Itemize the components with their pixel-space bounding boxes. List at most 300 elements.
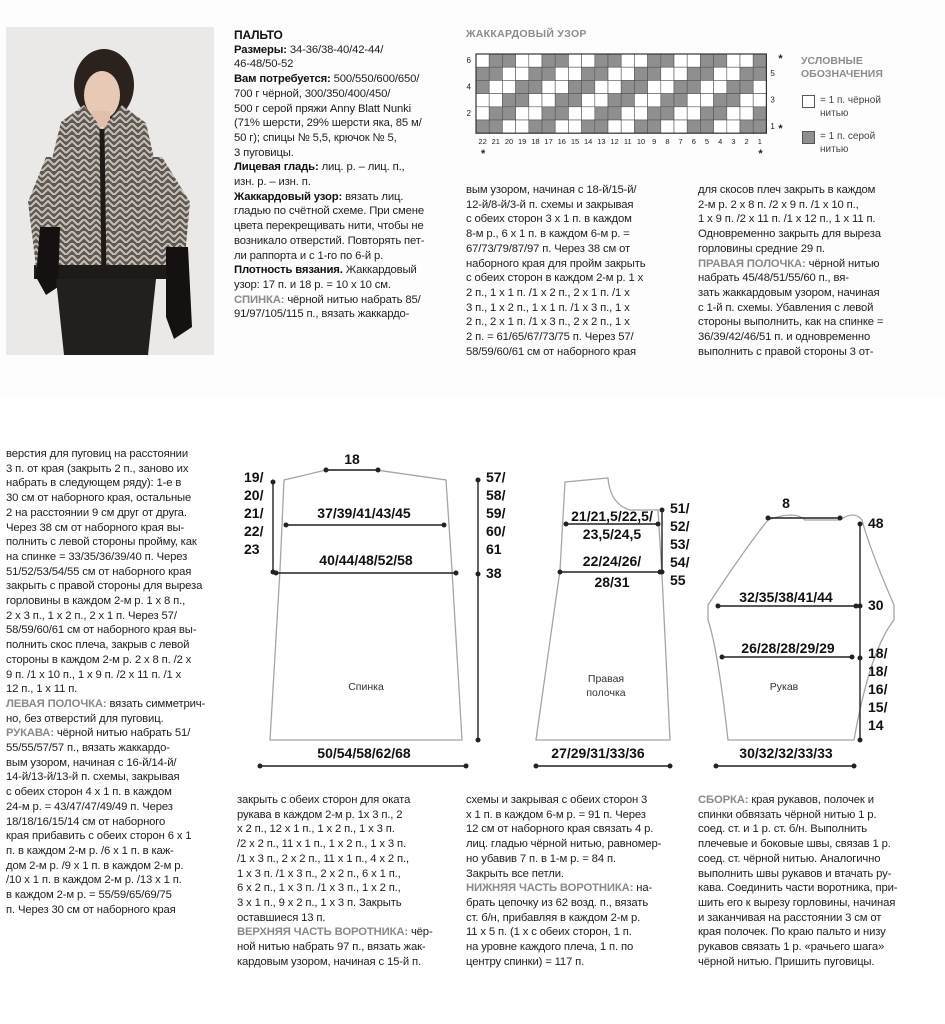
chart-cell <box>529 80 542 93</box>
text-run: полнить скос плеча, закрыв с левой <box>6 639 190 652</box>
chart-cell <box>714 67 727 80</box>
chart-cell <box>568 80 581 93</box>
chart-row-label: 3 <box>770 95 775 105</box>
chart-cell <box>648 67 661 80</box>
chart-cell <box>621 54 634 67</box>
legend-item-gray-line2: нитью <box>820 143 849 155</box>
sleeve-mid-label: 26/28/28/29/29 <box>741 640 835 656</box>
chart-cell <box>687 94 700 107</box>
chart-cell <box>555 107 568 120</box>
text-line <box>6 476 220 491</box>
text-line <box>698 896 910 911</box>
text-line <box>237 867 452 882</box>
chart-cell <box>714 54 727 67</box>
text-run: гладью по счётной схеме. При смене <box>234 205 424 218</box>
text-run: 30 см от наборного края, остальные <box>6 492 192 505</box>
text-run: набрать 45/48/51/55/60 п., вя- <box>698 272 849 285</box>
text-run: лиц. р. – лиц. п., <box>318 161 405 174</box>
text-line <box>466 330 684 345</box>
chart-cell <box>621 94 634 107</box>
chart-col-label: 13 <box>597 137 606 147</box>
intro-text <box>234 43 449 322</box>
chart-col-label: 20 <box>504 137 514 147</box>
text-run: 51/52/53/54/55 см от наборного края <box>6 565 192 578</box>
text-run: верстия для пуговиц на расстоянии <box>6 448 188 460</box>
text-run: и заканчивая на расстоянии 3 см от <box>698 911 882 924</box>
sleeve-cuff-label: 30/32/32/33/33 <box>739 745 833 761</box>
chart-col-label: 7 <box>678 137 683 147</box>
chart-row-label: 1 <box>770 122 775 131</box>
chart-col-label: 8 <box>665 137 670 147</box>
text-line <box>698 257 916 272</box>
chart-cell <box>700 120 713 133</box>
legend-item-black <box>820 95 881 120</box>
chart-cell <box>568 67 581 80</box>
text-run: 2 п., 2 x 1 п. /1 x 3 п., 2 x 2 п., 1 x <box>466 316 630 329</box>
chart-cell <box>687 80 700 93</box>
text-run: стороны в каждом 2-м р. 2 x 8 п. /2 x <box>6 653 192 666</box>
chart-cell <box>608 67 621 80</box>
column-mid2-bottom <box>466 793 681 969</box>
chart-cell <box>608 107 621 120</box>
chart-repeat-star: * <box>778 123 783 136</box>
chart-cell <box>582 54 595 67</box>
chart-cell <box>568 94 581 107</box>
front-schematic <box>534 478 690 769</box>
chart-cell <box>516 54 529 67</box>
chart-col-label: 14 <box>584 137 593 147</box>
text-line <box>237 822 452 837</box>
text-run: закрыть с обеих сторон для оката <box>237 794 411 806</box>
sleeve-upper-label: 32/35/38/41/44 <box>739 589 833 605</box>
text-run: полнить с левой стороны пройму, как <box>6 536 197 549</box>
text-run: с обеих сторон 3 x 1 п. в каждом <box>466 213 632 226</box>
chart-cell <box>608 54 621 67</box>
text-run: 50 г); спицы № 5,5, крючок № 5, <box>234 131 397 144</box>
chart-cell <box>555 67 568 80</box>
chart-row-label: 2 <box>466 108 471 118</box>
chart-cell <box>661 107 674 120</box>
text-line <box>237 940 452 955</box>
chart-cell <box>595 67 608 80</box>
chart-cell <box>661 94 674 107</box>
text-line <box>466 852 681 867</box>
chart-repeat-star: * <box>481 148 486 161</box>
text-run: чёрной нитью. Пришить пуговицы. <box>698 955 875 968</box>
text-line <box>6 697 220 712</box>
text-line <box>6 726 220 741</box>
chart-cell <box>608 120 621 133</box>
text-line <box>234 307 449 322</box>
legend-title <box>801 55 883 81</box>
chart-cell <box>516 120 529 133</box>
chart-col-label: 11 <box>623 137 632 147</box>
text-line <box>6 682 220 697</box>
text-run: рукава в каждом 2-м р. 1x 3 п., 2 <box>237 808 403 821</box>
text-line <box>234 131 449 146</box>
text-line <box>237 955 452 970</box>
section-heading: Плотность вязания. <box>234 264 343 277</box>
text-line <box>698 198 916 213</box>
back-total-height-2: 58/ <box>486 487 506 503</box>
chart-cell <box>634 94 647 107</box>
text-line <box>466 881 681 896</box>
chart-col-label: 4 <box>718 137 723 147</box>
chart-cell <box>661 80 674 93</box>
text-line <box>698 867 910 882</box>
model-photo-illustration <box>6 27 214 355</box>
chart-cell <box>529 67 542 80</box>
chart-cell <box>687 54 700 67</box>
text-line <box>237 911 452 926</box>
text-line <box>698 925 910 940</box>
text-run: 3 x 1 п., 9 x 2 п., 1 x 3 п. Закрыть <box>237 896 402 909</box>
text-line <box>466 212 684 227</box>
text-line <box>6 535 220 550</box>
chart-cell <box>714 107 727 120</box>
chart-cell <box>476 67 489 80</box>
chart-cell <box>568 54 581 67</box>
text-run: оставшиеся 13 п. <box>237 911 326 924</box>
chart-cell <box>753 94 766 107</box>
text-run: 8-м р., 6 x 1 п. в каждом 6-м р. = <box>466 228 630 241</box>
text-line <box>698 911 910 926</box>
text-line <box>466 867 681 882</box>
front-height-4: 54/ <box>670 554 690 570</box>
text-line <box>698 212 916 227</box>
text-run: края полочек. По краю пальто и низу <box>698 926 886 939</box>
chart-col-label: 3 <box>731 137 736 147</box>
text-line <box>466 183 684 198</box>
section-heading: НИЖНЯЯ ЧАСТЬ ВОРОТНИКА: <box>466 882 634 895</box>
chart-cell <box>489 80 502 93</box>
text-line <box>466 271 684 286</box>
text-line <box>698 808 910 823</box>
text-line <box>698 301 916 316</box>
text-line <box>698 330 916 345</box>
text-line <box>466 345 684 360</box>
chart-cell <box>582 120 595 133</box>
text-line <box>237 881 452 896</box>
chart-col-label: 10 <box>636 137 646 147</box>
back-shoulder-height-3: 21/ <box>244 505 264 521</box>
chart-cell <box>634 67 647 80</box>
text-line <box>466 940 681 955</box>
sleeve-lower-height-1: 18/ <box>868 645 888 661</box>
chart-cell <box>476 54 489 67</box>
front-neck-label-2: 23,5/24,5 <box>582 526 642 542</box>
text-line <box>237 808 452 823</box>
text-line <box>466 242 684 257</box>
jacquard-chart <box>458 46 798 164</box>
chart-cell <box>555 94 568 107</box>
text-line <box>237 837 452 852</box>
text-line <box>6 565 220 580</box>
chart-cell <box>489 54 502 67</box>
sleeve-cap-height-label: 48 <box>868 515 884 531</box>
text-line <box>234 278 449 293</box>
chart-col-label: 2 <box>744 137 749 147</box>
chart-col-label: 15 <box>570 137 580 147</box>
chart-cell <box>674 54 687 67</box>
chart-cell <box>502 107 515 120</box>
legend-item-gray <box>820 131 875 156</box>
back-shoulder-height-4: 22/ <box>244 523 264 539</box>
chart-cell <box>740 67 753 80</box>
chart-cell <box>529 94 542 107</box>
text-run: (71% шерсти, 29% шерсти яка, 85 м/ <box>234 117 422 130</box>
text-line <box>466 227 684 242</box>
text-line <box>234 263 449 278</box>
chart-cell <box>595 54 608 67</box>
section-heading: ВЕРХНЯЯ ЧАСТЬ ВОРОТНИКА: <box>237 926 408 939</box>
chart-repeat-star: * <box>778 53 783 65</box>
text-line <box>234 219 449 234</box>
chart-cell <box>700 80 713 93</box>
text-line <box>466 822 681 837</box>
text-line <box>6 859 220 874</box>
chart-cell <box>555 54 568 67</box>
text-run: 58/59/60/61 см от наборного края вы- <box>6 624 197 637</box>
chart-col-label: 6 <box>691 137 696 147</box>
chart-cell <box>542 54 555 67</box>
sleeve-lower-height-3: 16/ <box>868 681 888 697</box>
chart-cell <box>740 120 753 133</box>
chart-cell <box>542 80 555 93</box>
chart-cell <box>727 80 740 93</box>
chart-cell <box>516 94 529 107</box>
chart-cell <box>727 67 740 80</box>
text-line <box>6 668 220 683</box>
back-total-height-5: 61 <box>486 541 502 557</box>
chart-cell <box>661 54 674 67</box>
column-left-bottom <box>6 447 220 918</box>
text-line <box>6 844 220 859</box>
chart-cell <box>489 94 502 107</box>
section-heading: Лицевая гладь: <box>234 161 319 174</box>
front-name-label-2: полочка <box>586 687 626 699</box>
text-run: п. Через 30 см от наборного края <box>6 903 176 916</box>
text-line <box>466 286 684 301</box>
section-heading: ЛЕВАЯ ПОЛОЧКА: <box>6 697 107 710</box>
section-heading: Вам потребуется: <box>234 73 331 86</box>
text-line <box>698 242 916 257</box>
chart-cell <box>714 120 727 133</box>
section-heading: Размеры: <box>234 43 287 56</box>
sleeve-lower-height-5: 14 <box>868 717 884 733</box>
text-line <box>6 873 220 888</box>
back-total-height-1: 57/ <box>486 469 506 485</box>
text-run: /10 x 1 п. в каждом 2-м р. /13 x 1 п. <box>6 874 182 887</box>
text-line <box>237 925 452 940</box>
chart-col-label: 5 <box>704 137 710 147</box>
text-run: закрыть с правой стороны для выреза <box>6 580 203 593</box>
chart-cell <box>700 54 713 67</box>
text-line <box>6 462 220 477</box>
chart-cell <box>674 80 687 93</box>
chart-cell <box>753 107 766 120</box>
text-line <box>234 249 449 264</box>
chart-cell <box>516 67 529 80</box>
text-run: края рукавов, полочек и <box>748 794 874 806</box>
chart-col-label: 17 <box>544 137 553 147</box>
text-run: 500/550/600/650/ <box>330 73 420 86</box>
chart-cell <box>740 80 753 93</box>
text-line <box>466 955 681 970</box>
text-run: выполнить швы рукавов и втачать ру- <box>698 867 892 880</box>
chart-col-label: 12 <box>610 137 619 147</box>
chart-cell <box>648 94 661 107</box>
text-run: 2 x 3 п., 1 x 2 п., 2 x 1 п. Через 57/ <box>6 609 177 622</box>
back-total-height-3: 59/ <box>486 505 506 521</box>
chart-cell <box>476 107 489 120</box>
chart-cell <box>687 67 700 80</box>
text-run: 12-й/8-й/3-й п. схемы и закрывая <box>466 198 634 211</box>
text-line <box>466 257 684 272</box>
chart-col-label: 9 <box>652 137 657 147</box>
text-line <box>6 594 220 609</box>
text-run: вым узором, начиная с 16-й/14-й/ <box>6 756 177 769</box>
text-run: изн. р. – изн. п. <box>234 176 311 189</box>
text-run: Через 38 см от наборного края вы- <box>6 521 185 534</box>
text-line <box>6 638 220 653</box>
page-title: ПАЛЬТО <box>234 28 283 42</box>
text-run: дом 2-м р. /9 x 1 п. в каждом 2-м р. <box>6 859 184 872</box>
text-run: но, без отверстий для пуговиц. <box>6 712 164 725</box>
chart-cell <box>516 80 529 93</box>
chart-col-label: 22 <box>478 137 487 147</box>
text-run: центру спинки) = 117 п. <box>466 955 585 968</box>
text-line <box>234 102 449 117</box>
chart-cell <box>727 94 740 107</box>
chart-cell <box>634 120 647 133</box>
text-line <box>466 301 684 316</box>
chart-cell <box>555 80 568 93</box>
text-run: кардовым узором, начиная с 15-й п. <box>237 955 421 968</box>
text-line <box>698 881 910 896</box>
text-run: вым узором, начиная с 18-й/15-й/ <box>466 184 637 196</box>
text-line <box>698 315 916 330</box>
text-line <box>698 793 910 808</box>
text-line <box>6 506 220 521</box>
text-run: соед. ст. чёрной нитью. Аналогично <box>698 852 881 865</box>
text-line <box>6 815 220 830</box>
chart-col-label: 21 <box>491 137 500 147</box>
chart-cell <box>582 80 595 93</box>
back-shoulder-height-1: 19/ <box>244 469 264 485</box>
chart-cell <box>595 80 608 93</box>
text-line <box>698 822 910 837</box>
chart-cell <box>595 120 608 133</box>
chart-cell <box>621 107 634 120</box>
chart-cell <box>687 107 700 120</box>
legend-title-line1: УСЛОВНЫЕ <box>801 55 863 67</box>
chart-cell <box>661 67 674 80</box>
text-run: 6 x 2 п., 1 x 3 п. /1 x 3 п., 1 x 2 п., <box>237 882 401 895</box>
text-line <box>466 911 681 926</box>
sleeve-name-label: Рукав <box>769 681 799 693</box>
column-right-bottom <box>698 793 910 969</box>
text-line <box>698 183 916 198</box>
text-line <box>234 190 449 205</box>
text-run: края прибавить с обеих сторон 6 x 1 <box>6 830 192 843</box>
front-hem-label: 27/29/31/33/36 <box>551 745 645 761</box>
text-run: 36/39/42/46/51 п. и одновременно <box>698 331 871 344</box>
text-run: брать цепочку из 62 возд. п., вязать <box>466 896 649 909</box>
text-line <box>6 770 220 785</box>
back-total-height-4: 60/ <box>486 523 506 539</box>
section-heading: РУКАВА: <box>6 727 54 740</box>
text-line <box>466 837 681 852</box>
chart-cell <box>595 94 608 107</box>
text-run: кава. Соединить части воротника, при- <box>698 882 898 895</box>
sleeve-lower-height-4: 15/ <box>868 699 888 715</box>
text-run: x 2 п., 12 x 1 п., 1 x 2 п., 1 x 3 п. <box>237 823 395 836</box>
column-2-top <box>466 183 684 359</box>
front-neck-label: 21/21,5/22,5/ <box>571 508 653 524</box>
text-run: x 1 п. в каждом 6-м р. = 91 п. Через <box>466 808 646 821</box>
text-run: зать жаккардовым узором, начиная <box>698 286 880 299</box>
chart-row-label: 4 <box>466 82 471 92</box>
text-line <box>466 315 684 330</box>
text-run: чёрной нитью набрать 51/ <box>53 727 191 740</box>
text-run: 3 п. от края (закрыть 2 п., заново их <box>6 462 189 475</box>
text-run: на спинке = 33/35/36/39/40 п. Через <box>6 550 188 563</box>
front-chest-label-2: 28/31 <box>594 574 630 590</box>
text-run: 34-36/38-40/42-44/ <box>286 43 384 56</box>
text-run: Жаккардовый <box>342 264 417 277</box>
text-run: 2 на расстоянии 9 см друг от друга. <box>6 506 187 519</box>
text-run: выполнить с правой стороны 3 от- <box>698 345 874 358</box>
front-name-label-1: Правая <box>587 673 625 685</box>
chart-repeat-star: * <box>758 148 763 161</box>
text-line <box>698 227 916 242</box>
text-run: ст. б/н, прибавляя в каждом 2-м р. <box>466 911 641 924</box>
text-line <box>6 741 220 756</box>
text-run: 11 x 5 п. (1 x с обеих сторон, 1 п. <box>466 926 632 939</box>
text-line <box>6 756 220 771</box>
back-chest-label: 37/39/41/43/45 <box>317 505 411 521</box>
back-hem-label: 50/54/58/62/68 <box>317 745 411 761</box>
back-shoulder-height-2: 20/ <box>244 487 264 503</box>
chart-cell <box>753 80 766 93</box>
front-height-5: 55 <box>670 572 686 588</box>
text-line <box>234 204 449 219</box>
chart-cell <box>489 67 502 80</box>
text-run: 9 п. /1 x 10 п., 1 x 9 п. /2 x 11 п. /1 x <box>6 668 182 681</box>
back-waist-label: 40/44/48/52/58 <box>319 552 413 568</box>
text-run: ли раппорта и с 1-го по 6-й р. <box>234 249 384 262</box>
chart-cell <box>529 107 542 120</box>
text-run: набрать в следующем ряду): 1-е в <box>6 477 182 490</box>
front-height-1: 51/ <box>670 500 690 516</box>
text-run: чёрной нитью набрать 85/ <box>284 293 421 306</box>
back-schematic <box>244 451 506 769</box>
text-run: чёрной нитью <box>805 257 880 270</box>
text-line <box>698 940 910 955</box>
text-run: 1 x 9 п. /2 x 11 п. /1 x 12 п., 1 x 11 п. <box>698 213 876 226</box>
chart-cell <box>568 120 581 133</box>
text-line <box>234 146 449 161</box>
text-line <box>234 175 449 190</box>
chart-cell <box>529 54 542 67</box>
chart-cell <box>727 120 740 133</box>
chart-cell <box>727 107 740 120</box>
text-run: п. в каждом 2-м р. /6 x 1 п. в каж- <box>6 844 174 857</box>
text-line <box>6 521 220 536</box>
text-run: 55/55/57/57 п., вязать жаккардо- <box>6 742 170 755</box>
chart-cell <box>621 67 634 80</box>
